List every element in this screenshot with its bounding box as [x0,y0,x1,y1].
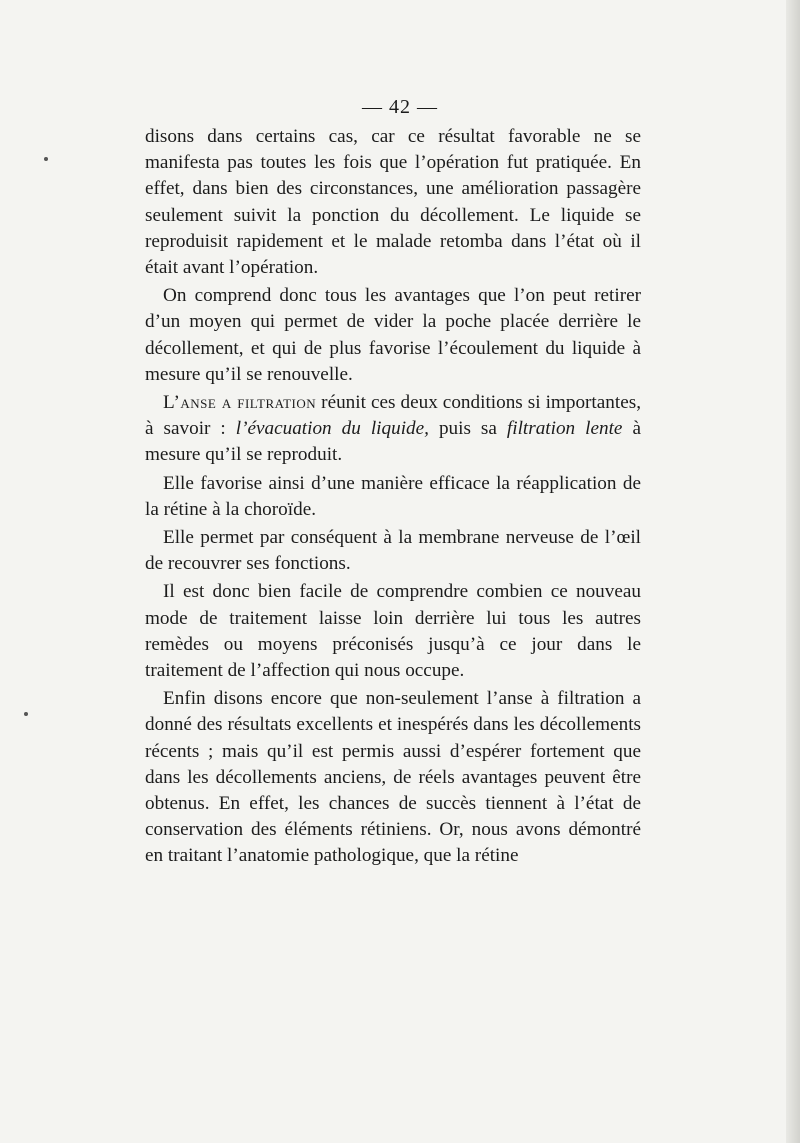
paragraph-reapplication: Elle favorise ainsi d’une manière efficace la réapplication de la rétine à la choroïde. [145,472,641,520]
margin-speck [44,157,48,161]
paragraph-traitement: Il est donc bien facile de comprendre combien ce nouveau mode de traitement laisse loin derrière lui tous les autres remèdes ou moyens préconisés jusqu’à ce jour dans le traitement de l’affection qui nous occupe. [145,581,641,682]
paragraph-text-segment: réunit ces deux conditions si importantes, à savoir : [145,392,641,440]
page-edge-shadow [786,0,800,1143]
paragraph-anse-filtration [145,390,641,469]
term-anse-filtration: L’anse a filtration [163,392,317,414]
paragraph-advantages: On comprend donc tous les avantages que l’on peut retirer d’un moyen qui permet de vider la poche placée derrière le décollement, et qui de plus favorise l’écoulement du liquide à mesure qu’il se renouvelle. [145,285,641,385]
paragraph-text-segment: à mesure qu’il se reproduit. [145,418,641,466]
paragraph-membrane: Elle permet par conséquent à la membrane nerveuse de l’œil de recouvrer ses fonctions. [145,527,641,575]
paragraph-continued: disons dans certains cas, car ce résultat favorable ne se manifesta pas toutes les fois que l’opération fut pratiquée. En effet, dans bien des circonstances, une amélioration passagère seulement suivit la ponction du décollement. Le liquide se reproduisit rapidement et le malade retomba dans l’état où il était avant l’opération. [145,126,641,279]
margin-speck [24,712,28,716]
paragraph-text-segment: puis sa [428,418,507,440]
paragraph-enfin: Enfin disons encore que non-seulement l’anse à filtration a donné des résultats excellents et inespérés dans les décollements récents ; mais qu’il est permis aussi d’espérer fortement que dans les décollements anciens, de réels avantages peuvent être obtenus. En effet, les chances de succès tiennent à l’état de conservation des éléments rétiniens. Or, nous avons démontré en traitant l’anatomie pathologique, que la rétine [145,688,641,867]
emphasis-evacuation: l’évacuation du liquide, [235,418,429,440]
emphasis-filtration-lente: filtration lente [506,418,623,440]
page-number: — 42 — [362,96,438,118]
body-text [145,124,641,870]
